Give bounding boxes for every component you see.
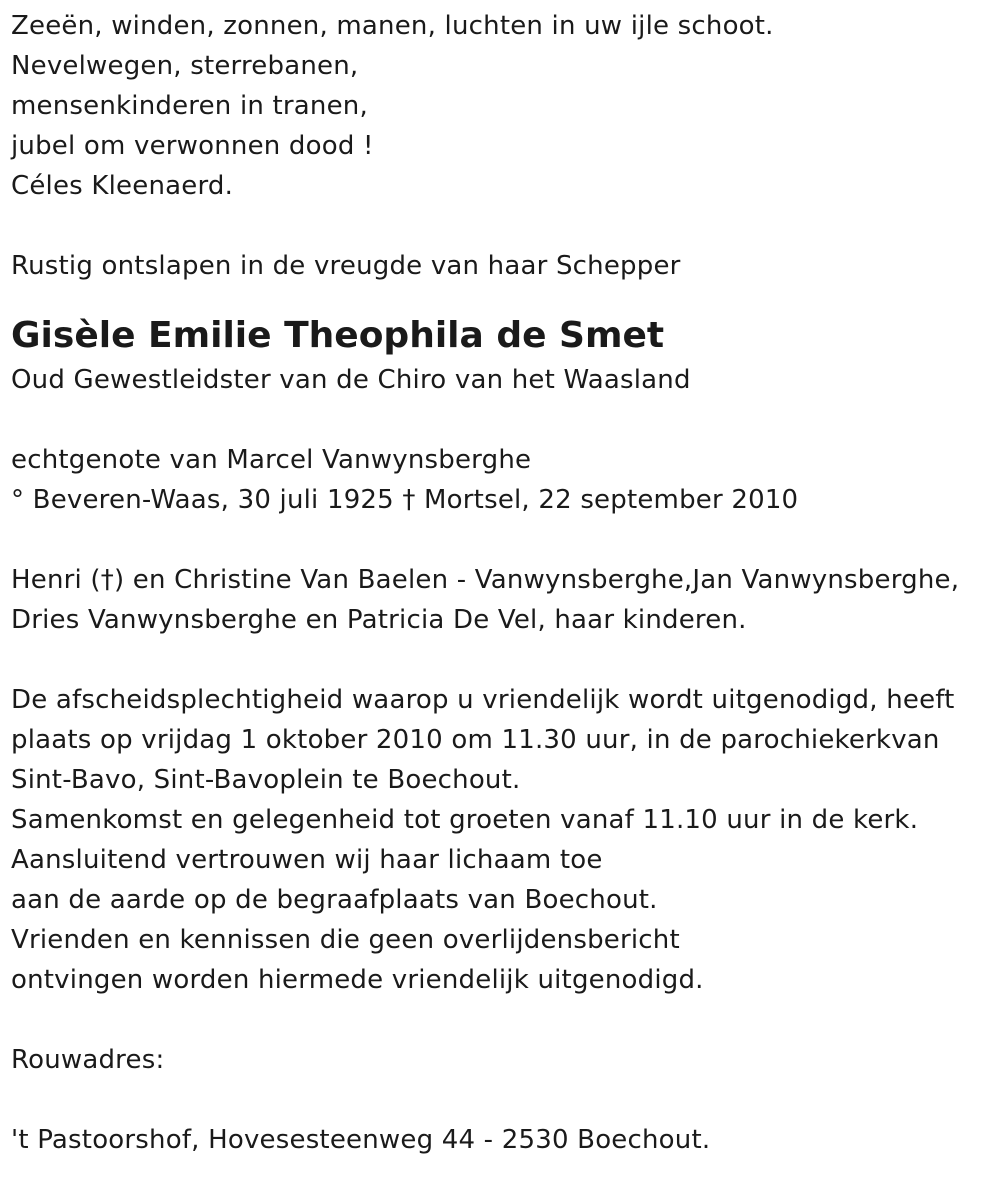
spacer [11,400,991,440]
ceremony-line: aan de aarde op de begraafplaats van Boechout. [11,885,658,915]
ceremony-line: Aansluitend vertrouwen wij haar lichaam toe [11,845,603,875]
poem-line: Zeeën, winden, zonnen, manen, luchten in uw ijle schoot. [11,11,774,41]
address-value: 't Pastoorshof, Hovesesteenweg 44 - 2530 Boechout. [11,1125,711,1155]
children-line: Henri (†) en Christine Van Baelen - Vanwynsberghe,Jan Vanwynsberghe, [11,565,960,595]
spacer [11,206,991,246]
ceremony-line: Sint-Bavo, Sint-Bavoplein te Boechout. [11,765,521,795]
ceremony-line: Samenkomst en gelegenheid tot groeten vanaf 11.10 uur in de kerk. [11,805,919,835]
poem-block [11,6,991,206]
deceased-title: Oud Gewestleidster van de Chiro van het Waasland [11,365,691,395]
obituary-document [11,0,991,1160]
address-label: Rouwadres: [11,1045,165,1075]
children-line: Dries Vanwynsberghe en Patricia De Vel, haar kinderen. [11,605,747,635]
dates-line: ° Beveren-Waas, 30 juli 1925 † Mortsel, 22 september 2010 [11,485,799,515]
poem-author: Céles Kleenaerd. [11,171,234,201]
spacer [11,286,991,312]
spouse-line: echtgenote van Marcel Vanwynsberghe [11,445,532,475]
ceremony-block [11,680,991,1000]
deceased-name: Gisèle Emilie Theophila de Smet [11,315,665,356]
spacer [11,520,991,560]
spacer [11,1080,991,1120]
poem-line: jubel om verwonnen dood ! [11,131,374,161]
spacer [11,1000,991,1040]
ceremony-line: plaats op vrijdag 1 oktober 2010 om 11.30 uur, in de parochiekerkvan [11,725,940,755]
ceremony-line: Vrienden en kennissen die geen overlijdensbericht [11,925,680,955]
intro-text: Rustig ontslapen in de vreugde van haar Schepper [11,251,681,281]
ceremony-line: ontvingen worden hiermede vriendelijk uitgenodigd. [11,965,704,995]
spacer [11,640,991,680]
poem-line: mensenkinderen in tranen, [11,91,368,121]
children-block [11,560,991,640]
ceremony-line: De afscheidsplechtigheid waarop u vriendelijk wordt uitgenodigd, heeft [11,685,955,715]
poem-line: Nevelwegen, sterrebanen, [11,51,359,81]
